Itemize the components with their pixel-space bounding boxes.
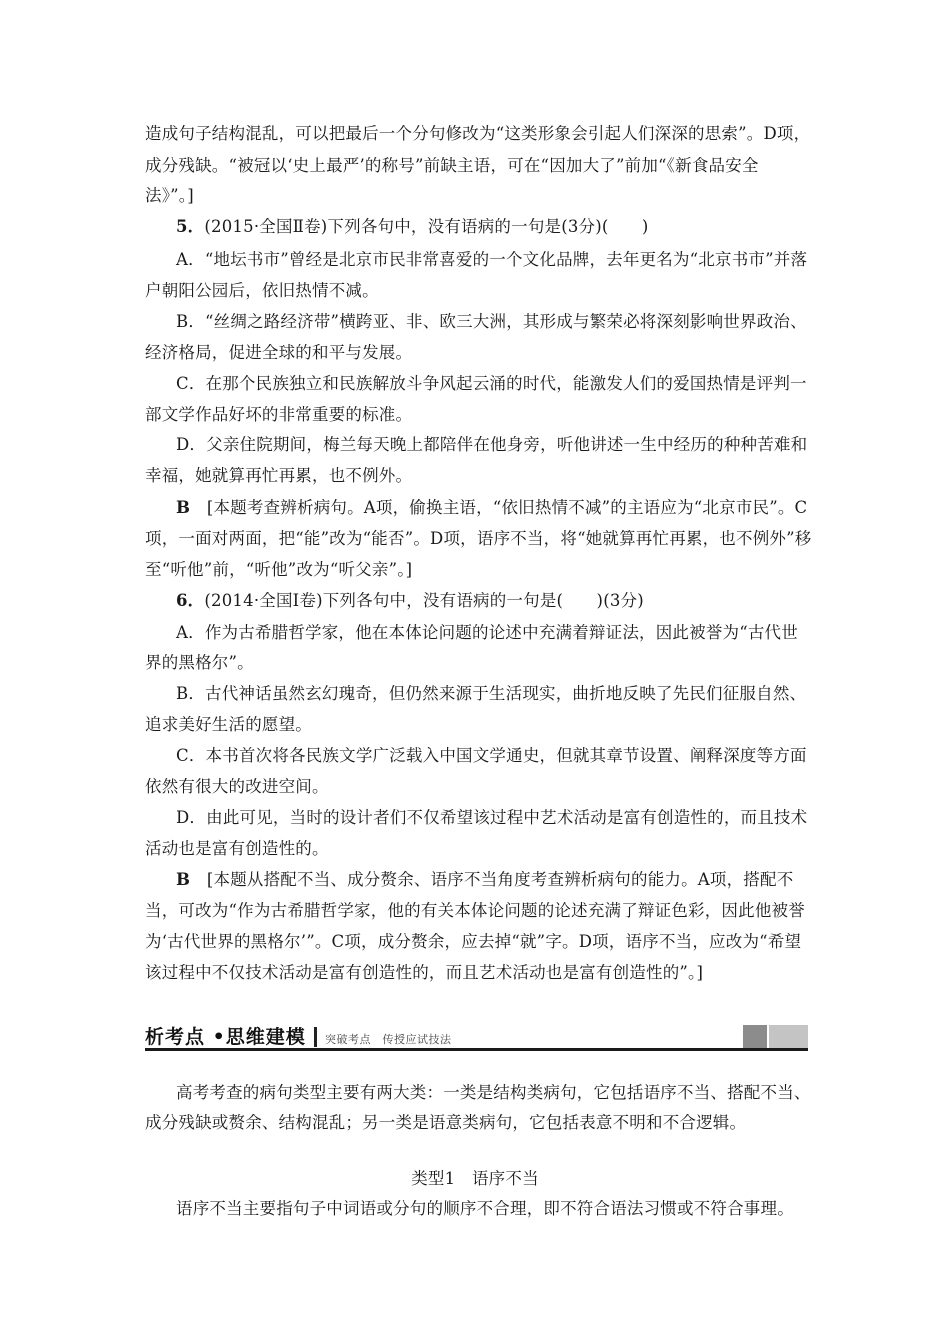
question-text: (2015·全国Ⅱ卷)下列各句中，没有语病的一句是(3分)( ): [204, 217, 649, 236]
answer-text: [本题从搭配不当、成分赘余、语序不当角度考查辨析病句的能力。A项，搭配不: [206, 870, 794, 889]
answer-6-cont: 当，可改为“作为古希腊哲学家，他的有关本体论问题的论述充满了辩证色彩，因此他被誉: [145, 901, 805, 920]
subsection-text: 语序不当主要指句子中词语或分句的顺序不合理，即不符合语法习惯或不符合事理。: [176, 1199, 794, 1218]
answer-5-cont: 项，一面对两面，把“能”改为“能否”。D项，语序不当，将“她就算再忙再累，也不例外”移: [145, 529, 812, 548]
option-c-cont: 部文学作品好坏的非常重要的标准。: [145, 405, 413, 424]
option-d-cont: 幸福，她就算再忙再累，也不例外。: [145, 466, 413, 485]
question-number: 5．: [176, 217, 205, 236]
answer-text: [本题考查辨析病句。A项，偷换主语，“依旧热情不减”的主语应为“北京市民”。C: [206, 498, 808, 517]
banner-decoration: [743, 1025, 767, 1048]
option-a: A．作为古希腊哲学家，他在本体论问题的论述中充满着辩证法，因此被誉为“古代世: [176, 623, 798, 642]
option-b: B．古代神话虽然玄幻瑰奇，但仍然来源于生活现实，曲折地反映了先民们征服自然、: [176, 684, 807, 703]
question-5-stem: [176, 216, 826, 238]
option-c-cont: 依然有很大的改进空间。: [145, 777, 329, 796]
option-d: D．父亲住院期间，梅兰每天晚上都陪伴在他身旁，听他讲述一生中经历的种种苦难和: [176, 435, 808, 454]
answer-letter: B: [176, 870, 191, 889]
option-a-cont: 界的黑格尔”。: [145, 653, 254, 672]
text-line: 法》”。]: [145, 186, 194, 205]
section-banner: [145, 1024, 808, 1052]
intro-paragraph-cont: 成分残缺或赘余、结构混乱；另一类是语意类病句，它包括表意不明和不合逻辑。: [145, 1113, 747, 1132]
option-d: D．由此可见，当时的设计者们不仅希望该过程中艺术活动是富有创造性的，而且技术: [176, 808, 808, 827]
banner-decoration: [769, 1025, 808, 1048]
answer-6-cont: 为‘古代世界的黑格尔’”。C项，成分赘余，应去掉“就”字。D项，语序不当，应改为“希望: [145, 932, 802, 951]
option-d-cont: 活动也是富有创造性的。: [145, 839, 329, 858]
option-c: C．本书首次将各民族文学广泛载入中国文学通史，但就其章节设置、阐释深度等方面: [176, 746, 807, 765]
section-title: 析考点 •思维建模: [145, 1026, 306, 1048]
subsection-heading: 类型1 语序不当: [411, 1169, 539, 1188]
question-number: 6．: [176, 591, 205, 610]
banner-rule: [145, 1048, 808, 1051]
option-a-cont: 户朝阳公园后，依旧热情不减。: [145, 281, 379, 300]
option-c: C．在那个民族独立和民族解放斗争风起云涌的时代，能激发人们的爱国热情是评判一: [176, 374, 807, 393]
question-text: (2014·全国Ⅰ卷)下列各句中，没有语病的一句是( )(3分): [204, 591, 644, 610]
option-b-cont: 追求美好生活的愿望。: [145, 715, 312, 734]
answer-letter: B: [176, 498, 191, 517]
option-b: B．“丝绸之路经济带”横跨亚、非、欧三大洲，其形成与繁荣必将深刻影响世界政治、: [176, 312, 807, 331]
text-line: 造成句子结构混乱，可以把最后一个分句修改为“这类形象会引起人们深深的思索”。D项，: [145, 124, 811, 143]
answer-6-cont: 该过程中不仅技术活动是富有创造性的，而且艺术活动也是富有创造性的”。]: [145, 963, 704, 982]
question-6-stem: [176, 590, 826, 612]
answer-5: [176, 497, 826, 519]
answer-5-cont: 至“听他”前，“听他”改为“听父亲”。]: [145, 560, 413, 579]
answer-6: [176, 869, 826, 891]
option-b-cont: 经济格局，促进全球的和平与发展。: [145, 343, 413, 362]
intro-paragraph: 高考考查的病句类型主要有两大类：一类是结构类病句，它包括语序不当、搭配不当、: [176, 1083, 811, 1102]
banner-divider: [314, 1027, 317, 1047]
option-a: A．“地坛书市”曾经是北京市民非常喜爱的一个文化品牌，去年更名为“北京书市”并落: [176, 250, 808, 269]
text-line: 成分残缺。“被冠以‘史上最严’的称号”前缺主语，可在“因加大了”前加“《新食品安全: [145, 156, 759, 175]
section-subtitle: 突破考点 传授应试技法: [325, 1033, 452, 1046]
